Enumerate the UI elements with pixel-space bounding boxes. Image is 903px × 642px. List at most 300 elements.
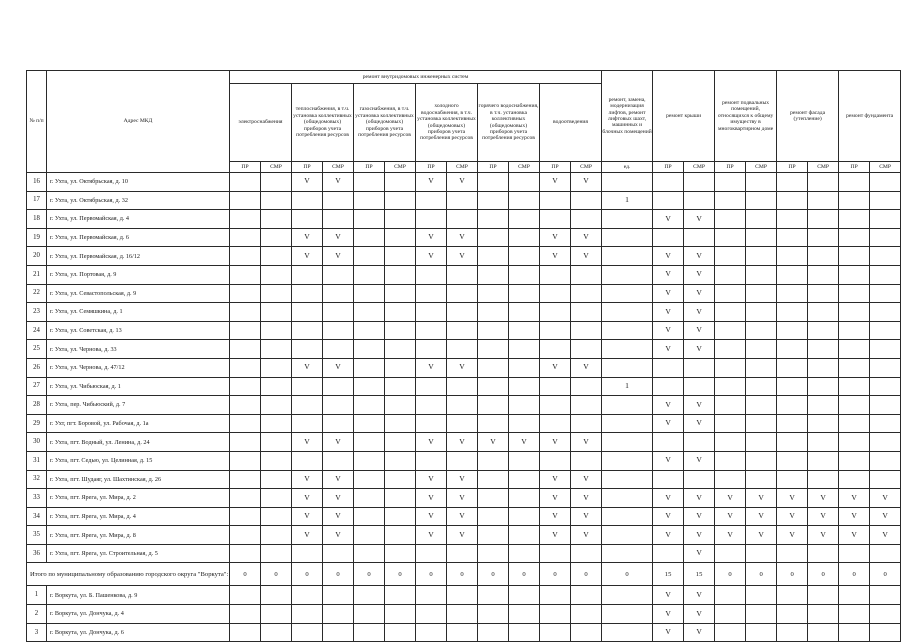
row-cell: V — [808, 507, 839, 526]
row-cell — [261, 340, 292, 359]
row-cell — [261, 210, 292, 229]
row-number: 29 — [27, 414, 47, 433]
col-address-header: Адрес МКД — [47, 71, 230, 173]
row-cell — [230, 247, 261, 266]
row-cell — [230, 173, 261, 192]
row-cell: V — [571, 470, 602, 489]
row-address: г. Ухта, пгт. Седью, ул. Целинная, д. 15 — [47, 451, 230, 470]
table-row — [27, 358, 901, 377]
row-cell — [230, 210, 261, 229]
row-cell: V — [684, 396, 715, 415]
row-cell — [540, 586, 571, 605]
row-cell — [746, 396, 777, 415]
row-cell — [777, 377, 808, 396]
row-cell — [715, 396, 746, 415]
row-cell — [808, 191, 839, 210]
row-cell — [509, 470, 540, 489]
row-cell — [478, 507, 509, 526]
row-cell — [230, 605, 261, 624]
row-cell — [509, 303, 540, 322]
row-address: г. Воркута, ул. Дончука, д. 6 — [47, 623, 230, 642]
row-cell — [354, 489, 385, 508]
row-cell — [870, 284, 901, 303]
table-row — [27, 284, 901, 303]
row-cell — [571, 451, 602, 470]
row-number: 16 — [27, 173, 47, 192]
row-cell: V — [447, 228, 478, 247]
table-row — [27, 433, 901, 452]
row-cell — [653, 191, 684, 210]
row-cell — [715, 623, 746, 642]
row-cell — [385, 303, 416, 322]
row-cell — [839, 470, 870, 489]
row-cell — [808, 451, 839, 470]
total-cell: 0 — [870, 563, 901, 586]
row-cell: V — [540, 470, 571, 489]
row-cell — [870, 544, 901, 563]
row-cell — [808, 414, 839, 433]
row-cell — [385, 358, 416, 377]
row-cell — [354, 526, 385, 545]
row-cell — [509, 284, 540, 303]
row-cell — [478, 358, 509, 377]
row-cell — [478, 605, 509, 624]
row-cell — [602, 321, 653, 340]
row-cell — [870, 228, 901, 247]
row-cell — [230, 340, 261, 359]
row-cell — [808, 396, 839, 415]
total-cell: 0 — [354, 563, 385, 586]
row-cell — [230, 284, 261, 303]
row-address: г. Ухта, пгт. Ярега, ул. Строительная, д. 5 — [47, 544, 230, 563]
row-cell — [777, 470, 808, 489]
row-cell: V — [540, 228, 571, 247]
row-cell — [292, 265, 323, 284]
row-cell — [602, 265, 653, 284]
row-cell — [354, 340, 385, 359]
row-cell: V — [292, 470, 323, 489]
row-cell — [653, 433, 684, 452]
row-cell — [385, 451, 416, 470]
row-cell — [715, 321, 746, 340]
row-cell — [478, 303, 509, 322]
row-cell: V — [571, 526, 602, 545]
row-number: 19 — [27, 228, 47, 247]
row-cell: V — [416, 358, 447, 377]
row-cell — [746, 586, 777, 605]
row-cell — [292, 451, 323, 470]
row-cell: V — [684, 265, 715, 284]
row-cell — [261, 489, 292, 508]
row-cell — [261, 433, 292, 452]
row-cell — [261, 358, 292, 377]
row-address: г. Ухта, ул. Семяшкина, д. 1 — [47, 303, 230, 322]
total-cell: 0 — [540, 563, 571, 586]
row-cell — [261, 544, 292, 563]
row-cell — [509, 247, 540, 266]
table-row — [27, 321, 901, 340]
row-cell: V — [684, 303, 715, 322]
row-cell — [777, 228, 808, 247]
row-cell: V — [540, 173, 571, 192]
row-cell — [230, 396, 261, 415]
row-cell — [808, 605, 839, 624]
row-cell — [653, 228, 684, 247]
row-cell — [230, 321, 261, 340]
row-cell — [230, 303, 261, 322]
row-cell — [261, 173, 292, 192]
row-cell: V — [540, 358, 571, 377]
row-cell: V — [715, 507, 746, 526]
row-cell — [230, 470, 261, 489]
row-cell — [839, 247, 870, 266]
row-address: г. Ухта, ул. Советская, д. 13 — [47, 321, 230, 340]
row-cell — [323, 265, 354, 284]
row-cell — [354, 433, 385, 452]
row-cell — [447, 321, 478, 340]
row-cell: V — [323, 526, 354, 545]
row-cell — [715, 358, 746, 377]
row-cell — [602, 451, 653, 470]
row-cell: V — [653, 210, 684, 229]
table-row — [27, 191, 901, 210]
row-cell — [540, 303, 571, 322]
row-cell: V — [653, 605, 684, 624]
subheader-smr-16: СМР — [746, 162, 777, 173]
row-cell — [777, 623, 808, 642]
row-cell: V — [540, 247, 571, 266]
row-cell — [777, 321, 808, 340]
row-cell — [808, 544, 839, 563]
row-cell: V — [447, 470, 478, 489]
row-cell — [447, 544, 478, 563]
row-cell — [870, 173, 901, 192]
row-cell — [870, 303, 901, 322]
row-cell: V — [715, 526, 746, 545]
row-cell — [602, 340, 653, 359]
total-label: Итого по муниципальному образованию городского округа "Воркута": — [27, 563, 230, 586]
row-cell — [870, 414, 901, 433]
row-cell — [808, 433, 839, 452]
row-address: г. Ухта, ул. Первомайская, д. 6 — [47, 228, 230, 247]
row-cell — [478, 228, 509, 247]
row-cell — [777, 191, 808, 210]
row-number: 22 — [27, 284, 47, 303]
row-cell — [416, 377, 447, 396]
row-cell: V — [323, 470, 354, 489]
row-cell — [509, 526, 540, 545]
row-cell: V — [571, 433, 602, 452]
row-cell — [416, 605, 447, 624]
subheader-pr-15: ПР — [715, 162, 746, 173]
row-cell — [571, 377, 602, 396]
row-cell: V — [416, 470, 447, 489]
row-cell — [746, 623, 777, 642]
subheader-smr-20: СМР — [870, 162, 901, 173]
row-cell — [746, 451, 777, 470]
row-cell — [509, 586, 540, 605]
col-cold-water-header: холодного водоснабжения, в т.ч. установка коллективных (общедомовых) приборов учета потребления ресурсов — [416, 84, 478, 162]
row-cell — [684, 173, 715, 192]
row-cell — [416, 284, 447, 303]
row-cell: V — [571, 358, 602, 377]
row-cell — [808, 377, 839, 396]
total-cell: 0 — [230, 563, 261, 586]
repair-program-table — [26, 70, 901, 642]
row-cell — [478, 544, 509, 563]
row-cell: V — [684, 605, 715, 624]
row-cell — [571, 605, 602, 624]
row-cell — [230, 191, 261, 210]
subheader-pr-10: ПР — [540, 162, 571, 173]
row-cell — [715, 586, 746, 605]
row-cell: V — [839, 526, 870, 545]
row-cell — [602, 228, 653, 247]
row-cell: V — [292, 433, 323, 452]
table-row — [27, 507, 901, 526]
row-cell — [261, 605, 292, 624]
table-row — [27, 623, 901, 642]
row-cell: 1 — [602, 377, 653, 396]
total-cell: 0 — [292, 563, 323, 586]
row-cell: V — [684, 489, 715, 508]
row-cell — [540, 544, 571, 563]
row-cell — [777, 303, 808, 322]
row-cell: V — [653, 414, 684, 433]
row-cell — [478, 247, 509, 266]
row-cell — [839, 284, 870, 303]
row-cell — [571, 396, 602, 415]
row-cell — [230, 451, 261, 470]
row-cell — [839, 377, 870, 396]
col-gas-header: газоснабжения, в т.ч. установка коллективных (общедомовых) приборов учета потребления ресурсов — [354, 84, 416, 162]
row-cell: V — [684, 586, 715, 605]
table-row — [27, 605, 901, 624]
row-cell — [478, 623, 509, 642]
row-cell — [261, 247, 292, 266]
row-number: 3 — [27, 623, 47, 642]
row-cell: V — [571, 228, 602, 247]
row-cell — [715, 451, 746, 470]
row-cell — [746, 321, 777, 340]
row-cell — [602, 623, 653, 642]
row-address: г. Ухта, ул. Октябрьская, д. 32 — [47, 191, 230, 210]
row-cell: V — [509, 433, 540, 452]
row-cell — [478, 470, 509, 489]
row-cell: V — [870, 507, 901, 526]
row-address: г. Ухт, пгт. Боровой, ул. Рабочая, д. 1а — [47, 414, 230, 433]
row-cell: V — [839, 507, 870, 526]
row-cell — [354, 358, 385, 377]
row-cell — [715, 247, 746, 266]
row-cell — [746, 247, 777, 266]
row-cell: V — [808, 526, 839, 545]
row-cell — [292, 340, 323, 359]
row-cell: V — [653, 284, 684, 303]
row-cell — [839, 396, 870, 415]
row-cell — [354, 284, 385, 303]
row-cell — [870, 340, 901, 359]
table-row — [27, 586, 901, 605]
row-cell: V — [292, 173, 323, 192]
row-number: 24 — [27, 321, 47, 340]
row-cell: V — [684, 284, 715, 303]
row-address: г. Ухта, пгт. Ярега, ул. Мира, д. 4 — [47, 507, 230, 526]
row-cell — [870, 451, 901, 470]
row-cell — [354, 623, 385, 642]
row-cell — [447, 586, 478, 605]
row-cell — [385, 414, 416, 433]
row-cell — [777, 284, 808, 303]
row-address: г. Ухта, пгт. Ярега, ул. Мира, д. 8 — [47, 526, 230, 545]
row-cell — [385, 526, 416, 545]
row-cell: V — [746, 526, 777, 545]
row-cell — [870, 623, 901, 642]
row-cell — [808, 321, 839, 340]
total-cell: 0 — [571, 563, 602, 586]
row-cell — [385, 173, 416, 192]
row-cell: V — [447, 489, 478, 508]
total-cell: 15 — [653, 563, 684, 586]
row-cell — [746, 433, 777, 452]
row-cell: V — [571, 507, 602, 526]
row-cell — [509, 489, 540, 508]
row-cell — [385, 470, 416, 489]
row-cell — [715, 210, 746, 229]
row-cell — [571, 191, 602, 210]
row-cell — [602, 173, 653, 192]
row-cell — [777, 173, 808, 192]
row-cell — [509, 544, 540, 563]
col-facade-header: ремонт фасада (утепление) — [777, 71, 839, 162]
row-address: г. Ухта, пгт. Шудаяг, ул. Шахтинская, д. 26 — [47, 470, 230, 489]
row-cell — [870, 191, 901, 210]
total-cell: 0 — [509, 563, 540, 586]
row-cell — [354, 470, 385, 489]
row-cell: V — [653, 489, 684, 508]
row-number: 32 — [27, 470, 47, 489]
row-cell — [777, 265, 808, 284]
row-cell — [870, 433, 901, 452]
total-cell: 0 — [602, 563, 653, 586]
col-hot-water-header: горячего водоснабжения, в т.ч. установка коллективных (общедомовых) приборов учета потребления ресурсов — [478, 84, 540, 162]
row-cell — [870, 358, 901, 377]
row-cell — [416, 544, 447, 563]
row-cell — [777, 414, 808, 433]
row-cell — [478, 173, 509, 192]
table-row — [27, 396, 901, 415]
row-cell — [230, 433, 261, 452]
row-cell: V — [653, 247, 684, 266]
subheader-smr-14: СМР — [684, 162, 715, 173]
row-cell — [684, 433, 715, 452]
row-cell — [385, 247, 416, 266]
row-address: г. Ухта, ул. Первомайская, д. 4 — [47, 210, 230, 229]
row-cell — [385, 605, 416, 624]
row-cell — [416, 210, 447, 229]
row-cell — [385, 284, 416, 303]
row-cell — [746, 303, 777, 322]
table-row — [27, 489, 901, 508]
row-cell — [354, 544, 385, 563]
col-elevator-header: ремонт, замена, модернизация лифтов, ремонт лифтовых шахт, машинных и блочных помещений — [602, 71, 653, 162]
row-number: 17 — [27, 191, 47, 210]
row-cell — [571, 340, 602, 359]
row-cell — [602, 544, 653, 563]
row-cell — [416, 321, 447, 340]
row-cell — [509, 228, 540, 247]
row-cell: V — [870, 489, 901, 508]
row-cell — [602, 433, 653, 452]
row-cell — [354, 321, 385, 340]
subheader-ed-12: ед. — [602, 162, 653, 173]
row-cell — [746, 340, 777, 359]
row-cell — [354, 173, 385, 192]
row-cell — [447, 605, 478, 624]
total-cell: 0 — [715, 563, 746, 586]
row-cell: V — [447, 433, 478, 452]
row-cell — [354, 247, 385, 266]
row-cell: V — [292, 526, 323, 545]
row-cell — [653, 173, 684, 192]
row-cell: V — [839, 489, 870, 508]
row-cell — [447, 210, 478, 229]
row-cell: V — [684, 507, 715, 526]
row-cell — [839, 265, 870, 284]
row-cell — [509, 358, 540, 377]
row-cell: V — [777, 489, 808, 508]
row-cell — [870, 605, 901, 624]
row-cell — [540, 605, 571, 624]
row-cell: V — [653, 526, 684, 545]
row-cell — [540, 210, 571, 229]
row-cell — [292, 191, 323, 210]
col-heating-header: теплоснабжения, в т.ч. установка коллективных (общедомовых) приборов учета потребления ресурсов — [292, 84, 354, 162]
row-cell — [478, 414, 509, 433]
row-cell — [261, 507, 292, 526]
row-number: 20 — [27, 247, 47, 266]
row-cell — [354, 586, 385, 605]
row-cell: V — [416, 507, 447, 526]
row-cell — [292, 210, 323, 229]
row-cell — [540, 396, 571, 415]
col-electric-header: электроснабжения — [230, 84, 292, 162]
row-cell — [653, 358, 684, 377]
row-cell — [777, 340, 808, 359]
row-cell — [261, 228, 292, 247]
table-row — [27, 526, 901, 545]
row-cell: V — [684, 210, 715, 229]
row-cell — [447, 414, 478, 433]
row-number: 34 — [27, 507, 47, 526]
row-cell — [323, 414, 354, 433]
row-cell — [808, 247, 839, 266]
subheader-pr-4: ПР — [354, 162, 385, 173]
row-cell — [323, 544, 354, 563]
row-cell: V — [416, 173, 447, 192]
row-cell — [540, 623, 571, 642]
row-cell — [839, 191, 870, 210]
row-cell — [230, 507, 261, 526]
row-cell — [385, 623, 416, 642]
row-cell — [808, 210, 839, 229]
row-number: 21 — [27, 265, 47, 284]
row-cell — [715, 228, 746, 247]
row-cell — [808, 586, 839, 605]
row-number: 26 — [27, 358, 47, 377]
row-cell — [571, 586, 602, 605]
row-cell — [870, 321, 901, 340]
